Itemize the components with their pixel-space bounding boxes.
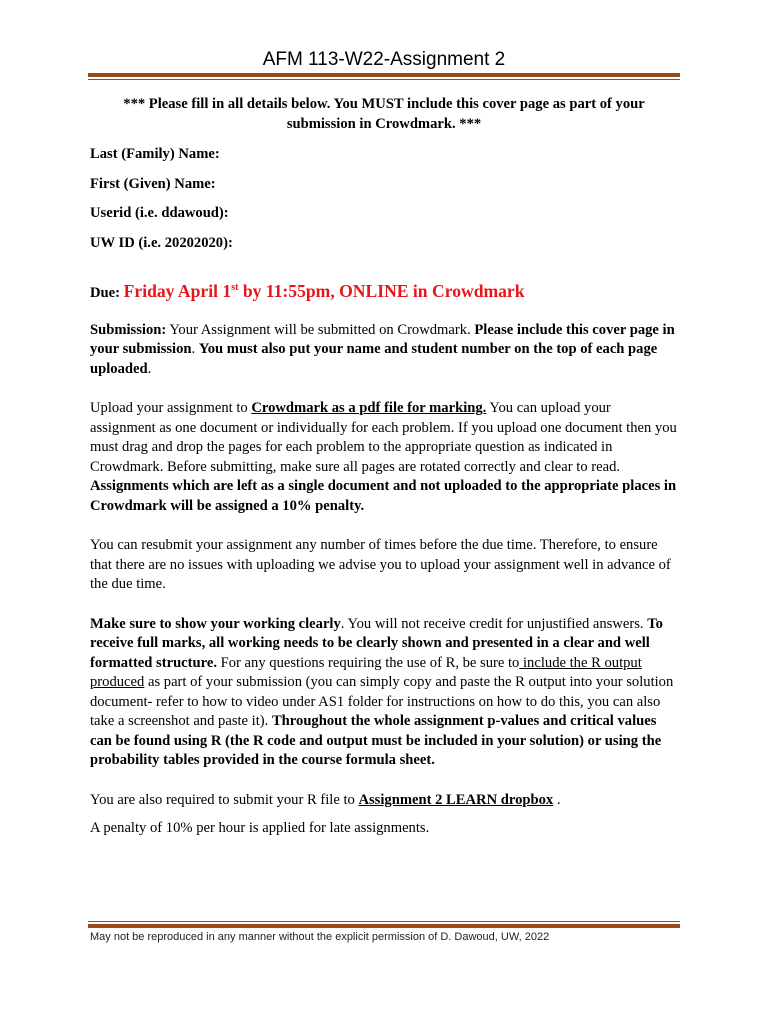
late-penalty-paragraph: A penalty of 10% per hour is applied for late assignments. [90,820,430,837]
upload-text-2: You can upload your assignment as one document or individually for each problem. If you upload one document then you must drag and drop the pages for each problem to the appropriate question as indicated in Crowdmark. Before submitting, make sure all pages are rotated correctly and clear to read. [90,400,677,475]
crowdmark-pdf-link[interactable]: Crowdmark as a pdf file for marking. [251,400,487,417]
working-bold-1: Make sure to show your working clearly [90,615,341,632]
footer-copyright: May not be reproduced in any manner without the explicit permission of D. Dawoud, UW, 2022 [90,931,550,943]
r-output-link[interactable]: include the R output produced [90,654,642,691]
first-name-field: First (Given) Name: [90,175,216,192]
notice-line-1: *** Please fill in all details below. You MUST include this cover page as part of your [123,96,645,112]
due-date-pre: Friday April 1 [123,280,232,301]
working-text-2: For any questions requiring the use of R, be sure to [216,654,520,671]
r-file-paragraph [90,791,678,811]
submission-paragraph [90,321,678,380]
due-label: Due: [90,284,120,301]
submission-bold-1: Please include this cover page in your submission [90,321,675,358]
uw-id-field: UW ID (i.e. 20202020): [90,234,233,251]
submission-text-2: . [191,341,199,358]
r-file-text-1: You are also required to submit your R file to [90,791,359,808]
footer-rule [88,921,680,928]
document-header-title: AFM 113-W22-Assignment 2 [262,49,506,70]
due-date [124,281,525,301]
submission-label: Submission: [90,321,167,338]
due-date-suffix: st [231,282,239,293]
cover-page-notice [90,95,678,134]
learn-dropbox-link[interactable]: Assignment 2 LEARN dropbox [358,791,554,808]
working-paragraph [90,615,678,771]
resubmit-paragraph: You can resubmit your assignment any number of times before the due time. Therefore, to ensure that there are no issues with uploading we advise you to upload your assignment well in advance of the due time. [90,537,671,593]
working-text-3: as part of your submission (you can simply copy and paste the R output into your solution document- refer to how to video under AS1 folder for instructions on how to do this, you can also take a screenshot and paste it). [90,674,674,730]
last-name-field: Last (Family) Name: [90,146,220,162]
userid-field: Userid (i.e. ddawoud): [90,205,229,221]
document-body [90,95,678,839]
upload-text-1: Upload your assignment to [90,400,252,417]
working-bold-2: To receive full marks, all working needs to be clearly shown and presented in a clear and well formatted structure. [90,615,663,671]
working-bold-3: Throughout the whole assignment p-values and critical values can be found using R (the R code and output must be included in your solution) or using the probability tables provided in the course formula sheet. [90,713,662,769]
r-file-text-2: . [553,791,561,808]
due-line [90,276,678,305]
working-text-1: . You will not receive credit for unjustified answers. [340,615,648,632]
submission-bold-2: You must also put your name and student number on the top of each page uploaded [90,341,658,377]
due-date-post: by 11:55pm, ONLINE in Crowdmark [238,280,525,301]
notice-line-2: submission in Crowdmark. *** [286,115,482,132]
upload-paragraph [90,399,678,516]
submission-text-1: Your Assignment will be submitted on Crowdmark. [166,321,475,338]
upload-penalty-bold: Assignments which are left as a single document and not uploaded to the appropriate places in Crowdmark will be assigned a 10% penalty. [90,478,677,514]
header-rule [88,73,680,80]
submission-text-3: . [147,360,152,377]
